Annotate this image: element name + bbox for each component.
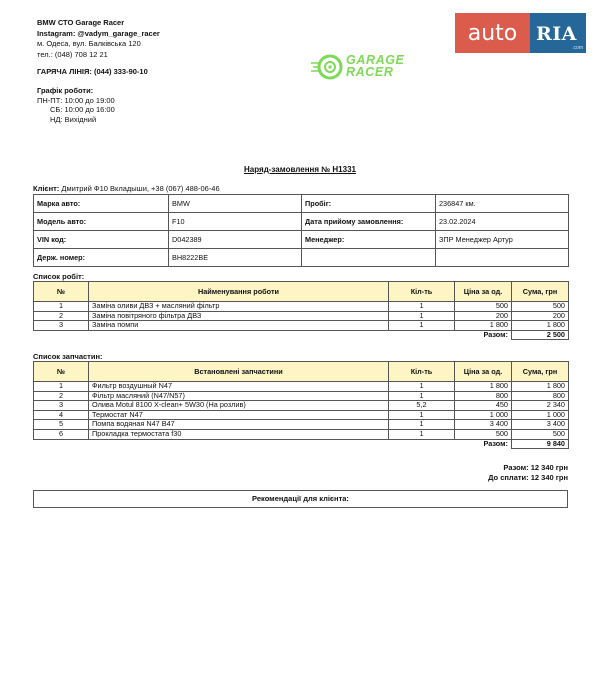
col-sum: Сума, грн xyxy=(512,282,569,302)
row-sum: 800 xyxy=(512,391,569,401)
recommendations-box xyxy=(33,490,568,508)
spacer xyxy=(34,330,389,340)
row-number: 5 xyxy=(34,420,89,430)
vin-value: D042389 xyxy=(169,231,302,249)
table-row xyxy=(34,311,569,321)
table-row xyxy=(34,302,569,312)
row-name: Фільтр масляний (N47/N57) xyxy=(89,391,389,401)
table-row xyxy=(34,382,569,392)
empty-cell xyxy=(302,249,436,267)
works-header-row xyxy=(34,282,569,302)
col-part-name: Встановлені запчастини xyxy=(89,362,389,382)
spacer xyxy=(34,439,389,449)
parts-sum-value: 9 840 xyxy=(512,439,569,449)
row-qty: 1 xyxy=(389,420,455,430)
row-qty: 1 xyxy=(389,302,455,312)
spacer xyxy=(389,439,455,449)
table-row xyxy=(34,321,569,331)
works-body xyxy=(34,302,569,331)
row-sum: 500 xyxy=(512,302,569,312)
col-number: № xyxy=(34,282,89,302)
col-qty: Кіл-ть xyxy=(389,362,455,382)
row-qty: 1 xyxy=(389,391,455,401)
hotline: ГАРЯЧА ЛІНІЯ: (044) 333-90-10 xyxy=(37,67,148,76)
parts-header-row xyxy=(34,362,569,382)
row-number: 3 xyxy=(34,321,89,331)
row-qty: 1 xyxy=(389,311,455,321)
parts-table xyxy=(33,361,569,449)
schedule-sunday: НД: Вихідний xyxy=(50,114,97,124)
row-price: 450 xyxy=(455,401,512,411)
row-qty: 1 xyxy=(389,429,455,439)
row-sum: 3 400 xyxy=(512,420,569,430)
col-number: № xyxy=(34,362,89,382)
mileage-value: 236847 км. xyxy=(436,195,569,213)
garage-racer-logo xyxy=(310,53,435,81)
vin-label: VIN код: xyxy=(34,231,169,249)
row-number: 4 xyxy=(34,410,89,420)
grand-total: Разом: 12 340 грн xyxy=(503,463,568,472)
schedule-weekdays: ПН-ПТ: 10:00 до 19:00 xyxy=(37,95,115,105)
row-number: 2 xyxy=(34,391,89,401)
schedule-saturday: СБ: 10:00 до 16:00 xyxy=(50,105,115,114)
manager-value: ЗПР Менеджер Артур xyxy=(436,231,569,249)
row-number: 1 xyxy=(34,382,89,392)
recommendations-title: Рекомендації для клієнта: xyxy=(252,494,349,503)
company-instagram: Instagram: @vadym_garage_racer xyxy=(37,28,160,38)
row-price: 800 xyxy=(455,391,512,401)
logo-line1: GARAGE xyxy=(346,53,405,67)
client-label: Клієнт: xyxy=(33,184,60,193)
row-number: 1 xyxy=(34,302,89,312)
mileage-label: Пробіг: xyxy=(302,195,436,213)
spacer xyxy=(389,330,455,340)
row-price: 1 800 xyxy=(455,382,512,392)
info-row xyxy=(34,231,569,249)
car-model-value: F10 xyxy=(169,213,302,231)
tire-icon xyxy=(310,53,346,81)
row-price: 3 400 xyxy=(455,420,512,430)
row-qty: 1 xyxy=(389,382,455,392)
col-qty: Кіл-ть xyxy=(389,282,455,302)
plate-label: Держ. номер: xyxy=(34,249,169,267)
empty-cell xyxy=(436,249,569,267)
autoria-ria-part xyxy=(530,13,586,53)
col-price: Ціна за од. xyxy=(455,362,512,382)
col-sum: Сума, грн xyxy=(512,362,569,382)
parts-sum-row xyxy=(34,439,569,449)
row-qty: 5,2 xyxy=(389,401,455,411)
parts-title: Список запчастин: xyxy=(33,352,103,361)
parts-sum-label: Разом: xyxy=(483,439,508,448)
car-make-value: BMW xyxy=(169,195,302,213)
row-name: Заміна повітряного фільтра ДВЗ xyxy=(89,311,389,321)
table-row xyxy=(34,410,569,420)
row-qty: 1 xyxy=(389,410,455,420)
row-sum: 200 xyxy=(512,311,569,321)
company-name: BMW СТО Garage Racer xyxy=(37,18,125,27)
table-row xyxy=(34,391,569,401)
row-name: Заміна помпи xyxy=(89,321,389,331)
row-name: Термостат N47 xyxy=(89,410,389,420)
plate-value: BH8222BE xyxy=(169,249,302,267)
company-info xyxy=(37,18,160,60)
row-name: Заміна оливи ДВЗ + масляний фільтр xyxy=(89,302,389,312)
client-line xyxy=(33,184,220,193)
works-sum-label: Разом: xyxy=(483,330,508,340)
autoria-auto-part: auto xyxy=(455,13,530,53)
row-sum: 1 800 xyxy=(512,382,569,392)
works-title: Список робіт: xyxy=(33,272,85,281)
logo-line2: RACER xyxy=(346,65,394,79)
row-price: 1 800 xyxy=(455,321,512,331)
table-row xyxy=(34,420,569,430)
table-row xyxy=(34,401,569,411)
works-sum-row xyxy=(34,330,569,340)
autoria-ria-text: RIA xyxy=(536,23,577,45)
row-qty: 1 xyxy=(389,321,455,331)
row-name: Прокладка термостата f30 xyxy=(89,429,389,439)
row-number: 6 xyxy=(34,429,89,439)
autoria-watermark xyxy=(455,13,586,53)
row-number: 2 xyxy=(34,311,89,321)
amount-to-pay: До сплати: 12 340 грн xyxy=(488,473,568,482)
col-work-name: Найменування роботи xyxy=(89,282,389,302)
work-schedule xyxy=(37,86,115,124)
manager-label: Менеджер: xyxy=(302,231,436,249)
info-row xyxy=(34,213,569,231)
order-date-value: 23.02.2024 xyxy=(436,213,569,231)
autoria-com-text: .com xyxy=(572,45,583,51)
row-sum: 1 000 xyxy=(512,410,569,420)
row-sum: 500 xyxy=(512,429,569,439)
car-model-label: Модель авто: xyxy=(34,213,169,231)
order-title: Наряд-замовлення № Н1331 xyxy=(244,165,356,174)
info-row xyxy=(34,249,569,267)
row-name: Помпа водяная N47 B47 xyxy=(89,420,389,430)
row-price: 200 xyxy=(455,311,512,321)
row-number: 3 xyxy=(34,401,89,411)
table-row xyxy=(34,429,569,439)
info-row xyxy=(34,195,569,213)
order-date-label: Дата прийому замовлення: xyxy=(302,213,436,231)
row-name: Фильтр воздушный N47 xyxy=(89,382,389,392)
works-sum-value: 2 500 xyxy=(512,330,569,340)
company-phone: тел.: (048) 708 12 21 xyxy=(37,49,108,59)
row-sum: 1 800 xyxy=(512,321,569,331)
car-make-label: Марка авто: xyxy=(34,195,169,213)
company-address: м. Одеса, вул. Балківська 120 xyxy=(37,39,141,48)
client-value: Дмитрий Ф10 Вкладыши, +38 (067) 488-06-46 xyxy=(61,184,220,193)
row-price: 500 xyxy=(455,429,512,439)
row-price: 500 xyxy=(455,302,512,312)
row-price: 1 000 xyxy=(455,410,512,420)
vehicle-info-table xyxy=(33,194,569,267)
col-price: Ціна за од. xyxy=(455,282,512,302)
schedule-title: Графік роботи: xyxy=(37,86,94,95)
parts-body xyxy=(34,382,569,440)
works-table xyxy=(33,281,569,340)
row-name: Олива Motul 8100 X-clean+ 5W30 (На розлив) xyxy=(89,401,389,411)
row-sum: 2 340 xyxy=(512,401,569,411)
